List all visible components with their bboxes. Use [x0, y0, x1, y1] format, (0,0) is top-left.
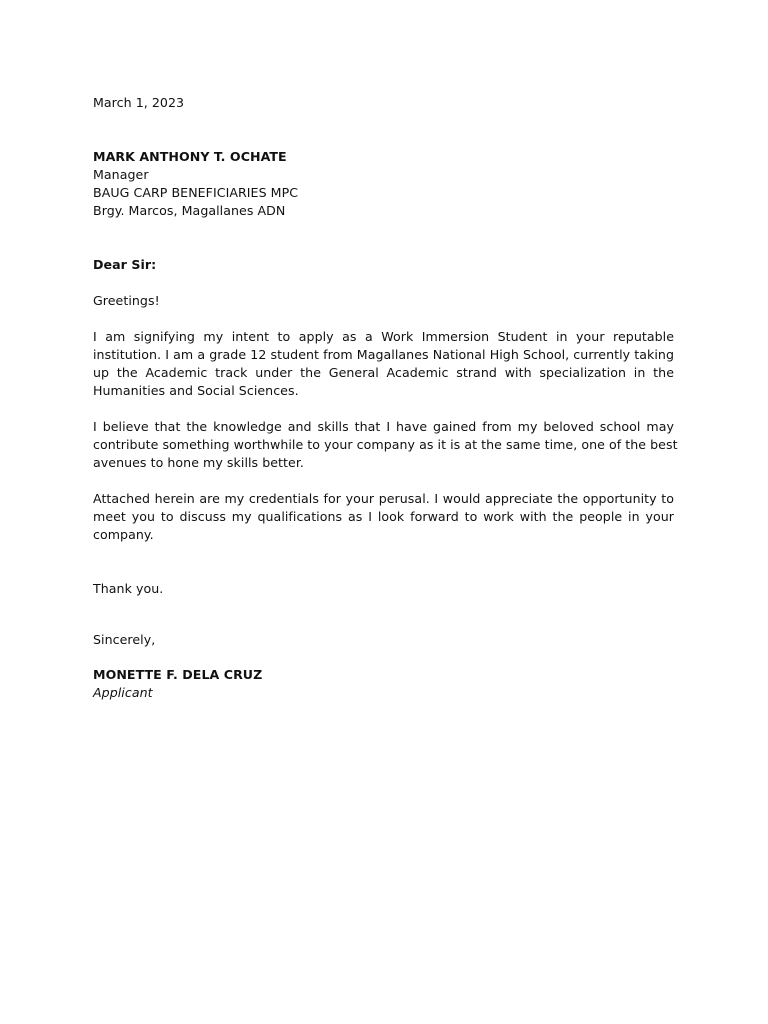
greeting: Greetings!: [93, 293, 160, 308]
paragraph-line: Humanities and Social Sciences.: [93, 383, 299, 398]
paragraph-line: I am signifying my intent to apply as a Work Immersion Student in your reputable: [93, 329, 674, 344]
signature-block: [93, 666, 674, 702]
paragraph-line: up the Academic track under the General Academic strand with specialization in the: [93, 365, 674, 380]
signatory-role: Applicant: [93, 685, 153, 700]
paragraph-line: contribute something worthwhile to your company as it is at the same time, one of the best: [93, 437, 678, 452]
recipient-organization: BAUG CARP BENEFICIARIES MPC: [93, 185, 299, 200]
paragraph-credentials: [93, 490, 674, 544]
salutation: Dear Sir:: [93, 257, 157, 272]
recipient-address: Brgy. Marcos, Magallanes ADN: [93, 203, 286, 218]
paragraph-line: Attached herein are my credentials for your perusal. I would appreciate the opportunity to: [93, 491, 674, 506]
paragraph-line: meet you to discuss my qualifications as I look forward to work with the people in your: [93, 509, 674, 524]
paragraph-line: avenues to hone my skills better.: [93, 455, 304, 470]
letter-date: March 1, 2023: [93, 95, 185, 110]
paragraph-intent: [93, 328, 674, 400]
recipient-title: Manager: [93, 167, 149, 182]
paragraph-skills: [93, 418, 678, 472]
closing-line: Sincerely,: [93, 632, 156, 647]
recipient-block: [93, 148, 674, 220]
paragraph-line: I believe that the knowledge and skills that I have gained from my beloved school may: [93, 419, 674, 434]
thanks-line: Thank you.: [93, 581, 164, 596]
letter-body: [93, 94, 678, 702]
signatory-name: MONETTE F. DELA CRUZ: [93, 667, 263, 682]
paragraph-line: institution. I am a grade 12 student from Magallanes National High School, currently taking: [93, 347, 674, 362]
recipient-name: MARK ANTHONY T. OCHATE: [93, 149, 287, 164]
paragraph-line: company.: [93, 527, 154, 542]
